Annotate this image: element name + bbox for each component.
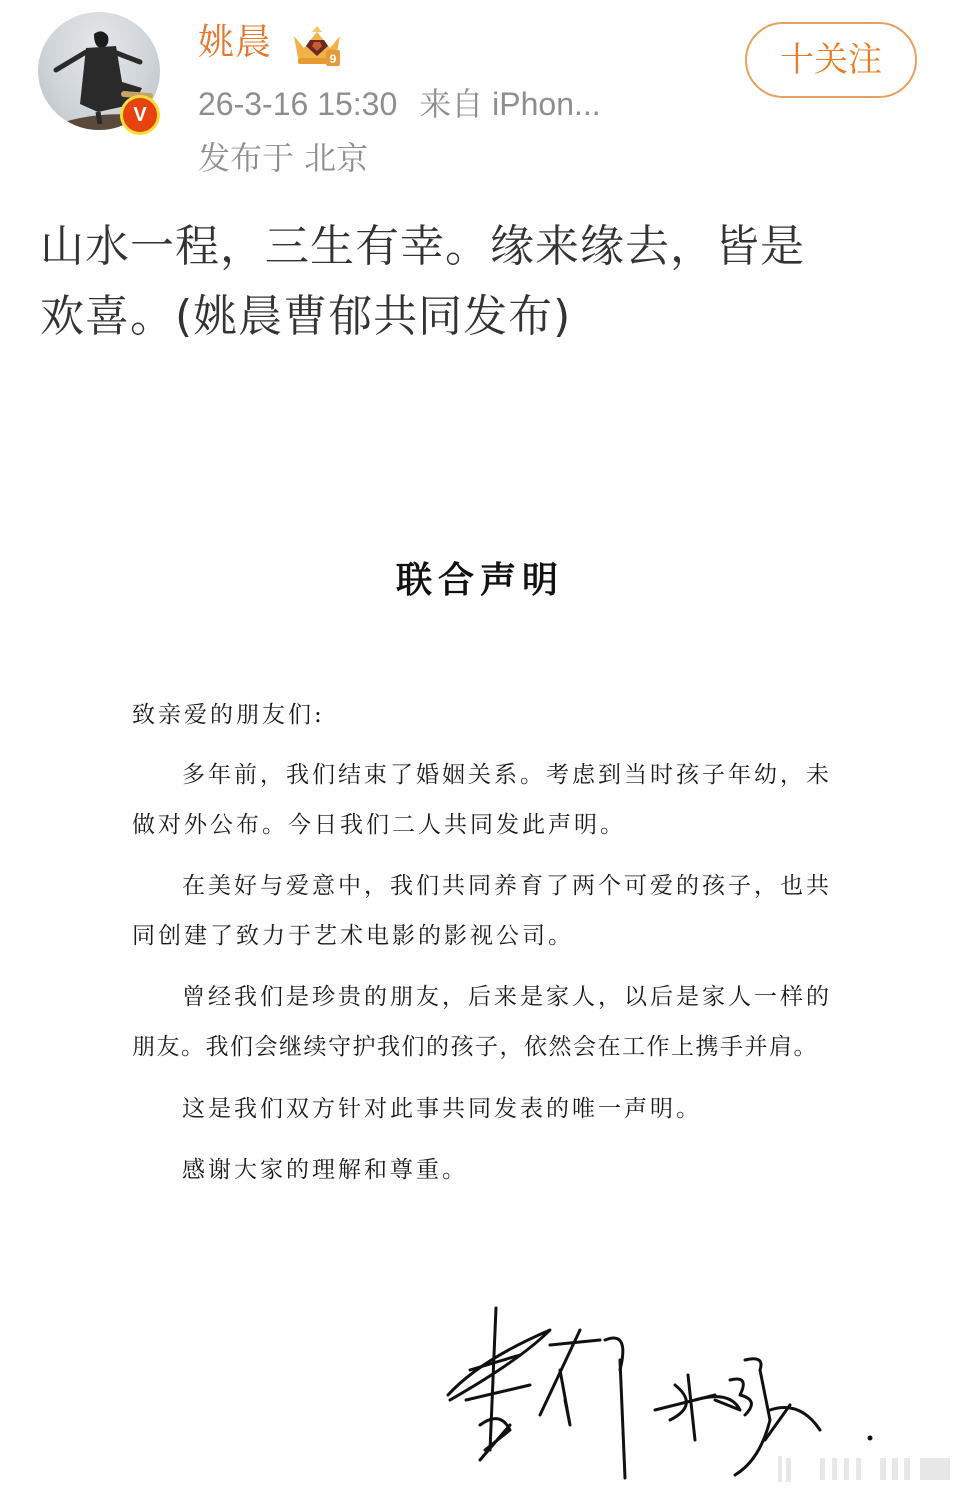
watermark-icon <box>770 1452 955 1484</box>
statement-line: 曾经我们是珍贵的朋友，后来是家人，以后是家人一样的 <box>182 984 832 1010</box>
statement-line: 这是我们双方针对此事共同发表的唯一声明。 <box>182 1096 702 1122</box>
statement-line: 感谢大家的理解和尊重。 <box>182 1157 468 1183</box>
post-location: 发布于 北京 <box>198 139 369 177</box>
statement-line: 多年前，我们结束了婚姻关系。考虑到当时孩子年幼，未 <box>182 762 832 788</box>
svg-text:9: 9 <box>329 52 337 66</box>
follow-button[interactable]: 十关注 <box>745 22 917 98</box>
post-source: 来自 iPhon... <box>419 86 601 122</box>
verified-badge-icon: V <box>120 95 160 135</box>
statement-title: 联合声明 <box>395 559 564 601</box>
statement-line: 在美好与爱意中，我们共同养育了两个可爱的孩子，也共 <box>182 873 832 899</box>
statement-line: 朋友。我们会继续守护我们的孩子，依然会在工作上携手并肩。 <box>132 1034 818 1060</box>
post-meta <box>198 82 601 126</box>
statement-line: 做对外公布。今日我们二人共同发此声明。 <box>132 812 626 838</box>
author-name[interactable]: 姚晨 <box>198 22 273 63</box>
crown-level-icon <box>290 26 344 66</box>
post-body <box>40 212 920 352</box>
post-text-line: 山水一程，三生有幸。缘来缘去，皆是 <box>40 221 805 272</box>
statement-greeting: 致亲爱的朋友们: <box>132 702 325 728</box>
post-text-line: 欢喜。(姚晨曹郁共同发布) <box>40 291 572 342</box>
statement-line: 同创建了致力于艺术电影的影视公司。 <box>132 923 574 949</box>
timestamp: 26-3-16 15:30 <box>198 86 398 122</box>
